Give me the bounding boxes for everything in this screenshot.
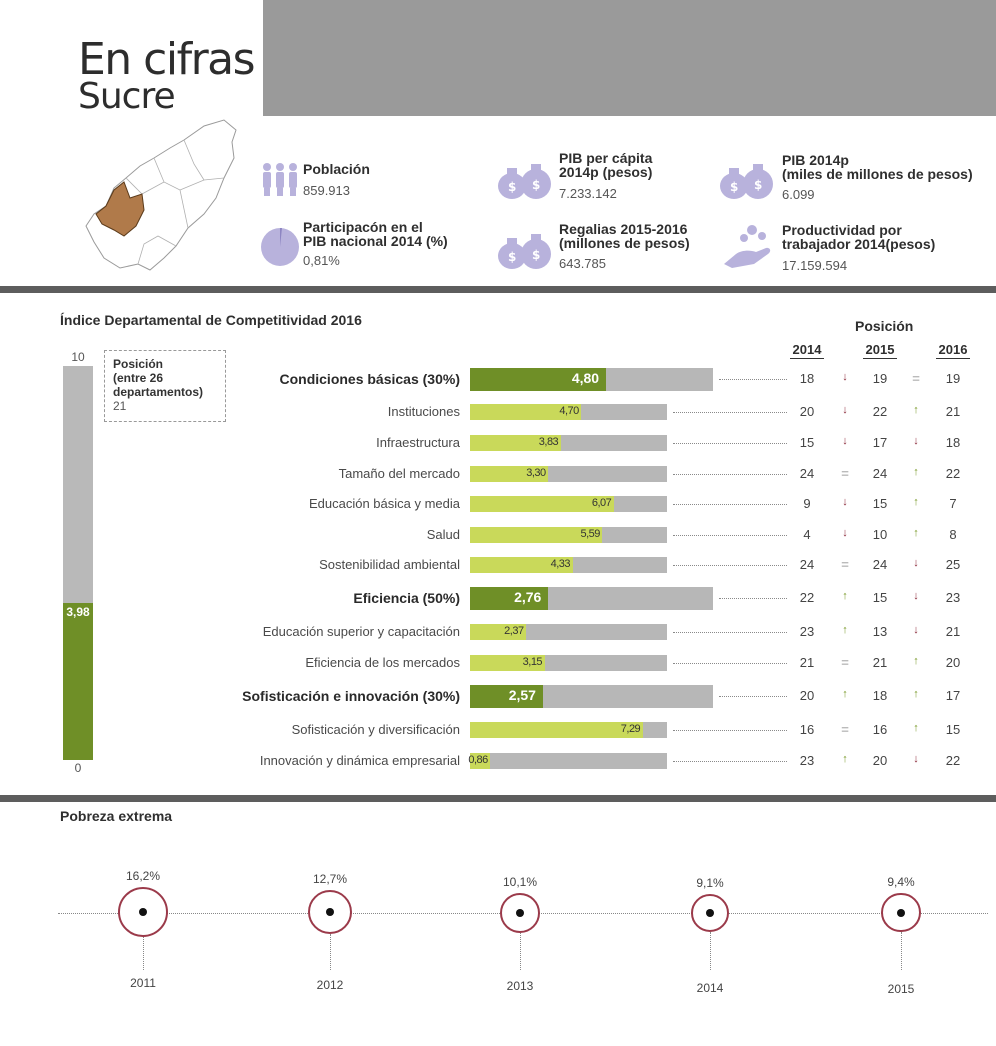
bar-value-label: 3,15 xyxy=(522,656,543,668)
row-label: Infraestructura xyxy=(376,435,460,450)
svg-text:$: $ xyxy=(730,180,739,194)
rank-2015: 21 xyxy=(872,655,888,670)
leader-dots xyxy=(673,504,787,505)
regalias-label-1: Regalias 2015-2016 xyxy=(559,221,688,237)
trend-up-icon: ↑ xyxy=(913,527,919,539)
leader-dots xyxy=(673,412,787,413)
trend-eq-icon: = xyxy=(841,466,849,481)
pib-capita-label-1: PIB per cápita xyxy=(559,150,653,166)
leader-dots xyxy=(719,696,787,697)
rank-2014: 16 xyxy=(799,722,815,737)
trend-down-icon: ↓ xyxy=(913,590,919,602)
rank-2016: 17 xyxy=(945,688,961,703)
bar-value-label: 0,86 xyxy=(468,754,488,766)
row-label: Educación básica y media xyxy=(308,496,460,511)
poverty-value-label: 12,7% xyxy=(312,872,348,887)
section-divider xyxy=(0,286,996,293)
year-underline xyxy=(936,358,970,359)
bar-value-label: 2,57 xyxy=(508,687,536,703)
trend-down-icon: ↓ xyxy=(913,435,919,447)
regalias-value: 643.785 xyxy=(559,256,606,271)
row-label: Tamaño del mercado xyxy=(338,466,460,481)
rank-2016: 20 xyxy=(945,655,961,670)
leader-dots xyxy=(673,663,787,664)
row-label: Condiciones básicas (30%) xyxy=(279,371,460,387)
rank-2014: 4 xyxy=(803,527,811,542)
people-icon xyxy=(259,160,301,202)
trend-down-icon: ↓ xyxy=(842,527,848,539)
trend-eq-icon: = xyxy=(841,722,849,737)
pib-total-value: 6.099 xyxy=(782,187,815,202)
position-box-value: 21 xyxy=(113,399,127,413)
rank-2016: 25 xyxy=(945,557,961,572)
rank-2014: 20 xyxy=(799,404,815,419)
rank-2014: 21 xyxy=(799,655,815,670)
rank-2016: 21 xyxy=(945,624,961,639)
trend-up-icon: ↑ xyxy=(913,466,919,478)
leader-dots xyxy=(673,535,787,536)
trend-up-icon: ↑ xyxy=(842,590,848,602)
vbar-min-label: 0 xyxy=(74,761,82,775)
header-band xyxy=(263,0,996,116)
year-header-2015: 2015 xyxy=(865,342,895,357)
trend-eq-icon: = xyxy=(841,557,849,572)
row-label: Sofisticación y diversificación xyxy=(291,722,460,737)
pie-chart-icon xyxy=(259,226,301,268)
poverty-value-label: 10,1% xyxy=(502,874,538,889)
bar-value-label: 2,76 xyxy=(514,589,542,605)
poverty-leader-line xyxy=(520,933,521,970)
productividad-label-2: trabajador 2014(pesos) xyxy=(782,236,936,252)
rank-2014: 18 xyxy=(799,371,815,386)
page-subtitle: Sucre xyxy=(78,76,175,117)
pib-capita-label-2: 2014p (pesos) xyxy=(559,164,653,180)
poverty-value-label: 16,2% xyxy=(125,868,161,883)
trend-up-icon: ↑ xyxy=(913,404,919,416)
poverty-year-label: 2014 xyxy=(696,980,724,995)
position-box-label-3: departamentos) xyxy=(113,385,204,399)
rank-2016: 15 xyxy=(945,722,961,737)
position-box-label-2: (entre 26 xyxy=(113,371,164,385)
poverty-point xyxy=(706,909,714,917)
svg-text:$: $ xyxy=(532,178,541,192)
bar-value-label: 4,80 xyxy=(571,370,600,386)
productividad-label-1: Productividad por xyxy=(782,222,902,238)
money-bags-icon xyxy=(718,160,776,202)
leader-dots xyxy=(673,474,787,475)
poverty-year-label: 2012 xyxy=(316,977,344,992)
rank-2014: 24 xyxy=(799,557,815,572)
row-label: Salud xyxy=(426,527,460,542)
bar-fill xyxy=(470,722,643,738)
poverty-point xyxy=(139,908,147,916)
money-bags-icon xyxy=(496,230,554,272)
rank-2014: 23 xyxy=(799,624,815,639)
bar-value-label: 6,07 xyxy=(591,497,612,509)
rank-2014: 9 xyxy=(803,496,811,511)
rank-2015: 24 xyxy=(872,557,888,572)
poverty-leader-line xyxy=(901,932,902,970)
rank-2015: 19 xyxy=(872,371,888,386)
participacion-label-2: PIB nacional 2014 (%) xyxy=(303,233,448,249)
svg-text:$: $ xyxy=(754,178,763,192)
poverty-year-label: 2015 xyxy=(887,982,915,996)
bar-value-label: 4,70 xyxy=(559,405,579,417)
rank-2016: 23 xyxy=(945,590,961,605)
trend-down-icon: ↓ xyxy=(842,435,848,447)
rank-2016: 8 xyxy=(949,527,957,542)
poverty-value-label: 9,1% xyxy=(696,875,724,890)
poverty-point xyxy=(897,909,905,917)
row-label: Sostenibilidad ambiental xyxy=(319,557,460,572)
year-header-2014: 2014 xyxy=(792,342,822,357)
page-title: En cifras xyxy=(78,34,255,85)
leader-dots xyxy=(719,379,787,380)
trend-down-icon: ↓ xyxy=(842,404,848,416)
poverty-leader-line xyxy=(330,934,331,970)
bar-value-label: 7,29 xyxy=(620,723,641,735)
vbar-max-label: 10 xyxy=(71,350,85,364)
leader-dots xyxy=(673,761,787,762)
pib-total-label-2: (miles de millones de pesos) xyxy=(782,166,973,182)
participacion-value: 0,81% xyxy=(303,253,340,268)
year-underline xyxy=(863,358,897,359)
leader-dots xyxy=(719,598,787,599)
row-label: Innovación y dinámica empresarial xyxy=(259,753,460,768)
row-label: Eficiencia de los mercados xyxy=(305,655,460,670)
poverty-leader-line xyxy=(143,937,144,970)
rank-2016: 18 xyxy=(945,435,961,450)
rank-2016: 21 xyxy=(945,404,961,419)
rank-2015: 13 xyxy=(872,624,888,639)
poblacion-value: 859.913 xyxy=(303,183,350,198)
rank-2015: 16 xyxy=(872,722,888,737)
trend-up-icon: ↑ xyxy=(842,624,848,636)
trend-down-icon: ↓ xyxy=(842,496,848,508)
svg-text:$: $ xyxy=(508,180,517,194)
overall-score-fill xyxy=(63,603,93,760)
rank-2014: 20 xyxy=(799,688,815,703)
bar-value-label: 5,59 xyxy=(580,528,600,540)
rank-2015: 10 xyxy=(872,527,888,542)
rank-2015: 22 xyxy=(872,404,888,419)
row-label: Instituciones xyxy=(387,404,460,419)
poverty-value-label: 9,4% xyxy=(887,875,915,890)
bar-value-label: 4,33 xyxy=(550,558,571,570)
rank-2015: 15 xyxy=(872,590,888,605)
rank-2015: 18 xyxy=(872,688,888,703)
rank-2015: 17 xyxy=(872,435,888,450)
leader-dots xyxy=(673,632,787,633)
position-box-label-1: Posición xyxy=(113,357,164,371)
poverty-year-label: 2013 xyxy=(506,979,534,993)
poverty-title: Pobreza extrema xyxy=(60,808,173,824)
trend-eq-icon: = xyxy=(841,655,849,670)
overall-score-value: 3,98 xyxy=(66,605,90,620)
trend-up-icon: ↑ xyxy=(913,722,919,734)
year-header-2016: 2016 xyxy=(938,342,968,357)
trend-down-icon: ↓ xyxy=(913,624,919,636)
trend-down-icon: ↓ xyxy=(913,557,919,569)
bar-track xyxy=(470,753,667,769)
rank-2015: 24 xyxy=(872,466,888,481)
rank-2016: 22 xyxy=(945,466,961,481)
row-label: Sofisticación e innovación (30%) xyxy=(242,688,460,704)
index-title: Índice Departamental de Competitividad 2016 xyxy=(60,312,362,328)
leader-dots xyxy=(673,565,787,566)
map-outline xyxy=(86,120,236,270)
position-heading: Posición xyxy=(855,318,914,334)
leader-dots xyxy=(673,443,787,444)
rank-2015: 20 xyxy=(872,753,888,768)
trend-up-icon: ↑ xyxy=(842,688,848,700)
bar-value-label: 3,83 xyxy=(538,436,559,448)
pib-total-label-1: PIB 2014p xyxy=(782,152,849,168)
regalias-label-2: (millones de pesos) xyxy=(559,235,690,251)
trend-up-icon: ↑ xyxy=(913,496,919,508)
row-label: Educación superior y capacitación xyxy=(262,624,460,639)
bar-value-label: 2,37 xyxy=(504,625,524,637)
rank-2016: 22 xyxy=(945,753,961,768)
poverty-point xyxy=(516,909,524,917)
rank-2014: 24 xyxy=(799,466,815,481)
trend-up-icon: ↑ xyxy=(842,753,848,765)
section-divider xyxy=(0,795,996,802)
leader-dots xyxy=(673,730,787,731)
trend-down-icon: ↓ xyxy=(913,753,919,765)
productividad-value: 17.159.594 xyxy=(782,258,848,273)
hand-coins-icon xyxy=(722,224,772,270)
money-bags-icon xyxy=(496,160,554,202)
bar-value-label: 3,30 xyxy=(526,467,546,479)
rank-2015: 15 xyxy=(872,496,888,511)
trend-eq-icon: = xyxy=(912,371,920,386)
department-map xyxy=(84,118,239,273)
participacion-label-1: Participacón en el xyxy=(303,219,423,235)
pib-capita-value: 7.233.142 xyxy=(559,186,617,201)
rank-2014: 22 xyxy=(799,590,815,605)
position-box xyxy=(104,350,226,422)
trend-up-icon: ↑ xyxy=(913,655,919,667)
svg-text:$: $ xyxy=(532,248,541,262)
row-label: Eficiencia (50%) xyxy=(353,590,460,606)
poverty-leader-line xyxy=(710,932,711,970)
rank-2016: 7 xyxy=(949,496,957,511)
rank-2014: 23 xyxy=(799,753,815,768)
year-underline xyxy=(790,358,824,359)
poblacion-label: Población xyxy=(303,161,370,177)
svg-text:$: $ xyxy=(508,250,517,264)
rank-2016: 19 xyxy=(945,371,961,386)
trend-down-icon: ↓ xyxy=(842,371,848,383)
rank-2014: 15 xyxy=(799,435,815,450)
poverty-year-label: 2011 xyxy=(130,976,156,990)
trend-up-icon: ↑ xyxy=(913,688,919,700)
